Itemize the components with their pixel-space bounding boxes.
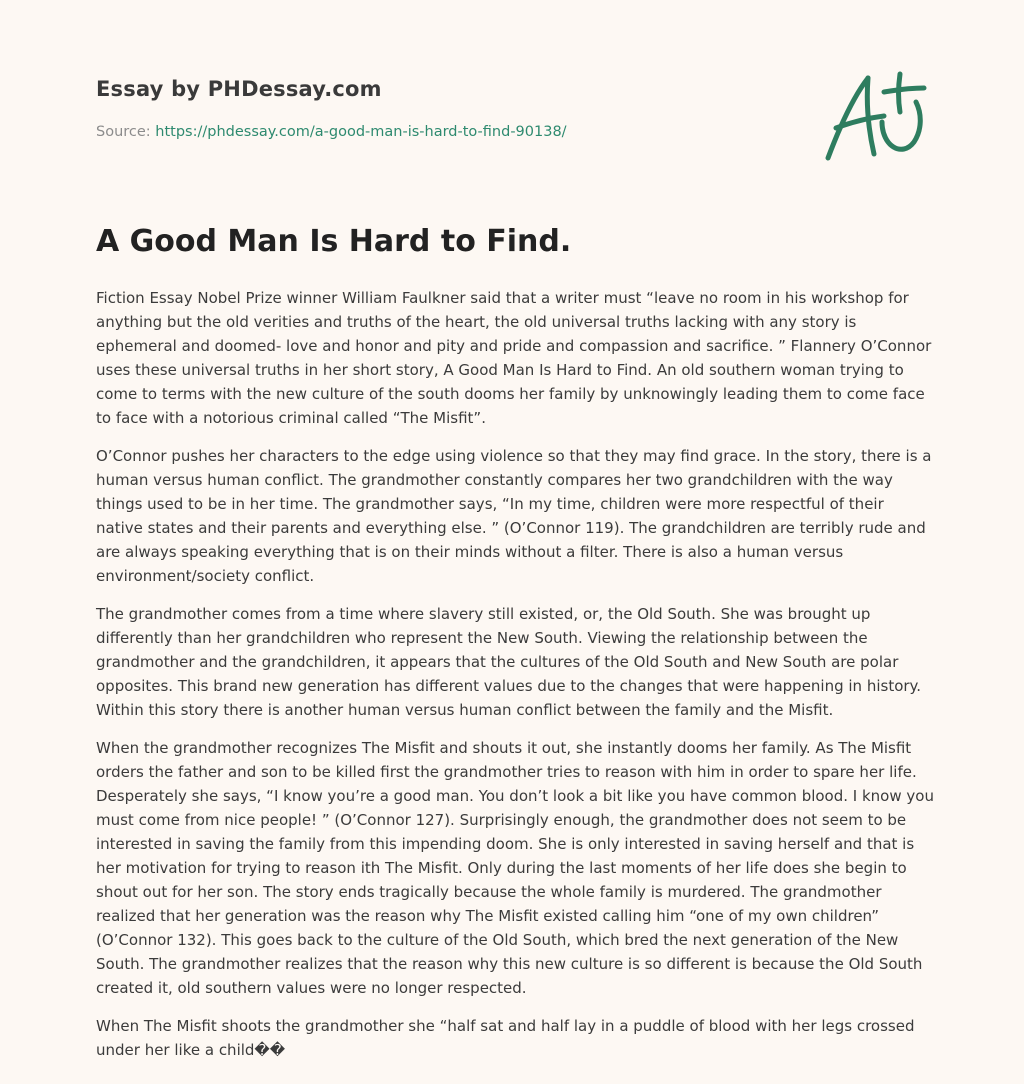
source-line — [96, 124, 567, 140]
paragraph: When the grandmother recognizes The Misfit and shouts it out, she instantly dooms her family. As The Misfit orders the father and son to be killed first the grandmother tries to reason with him in order to spare her life. Desperately she says, “I know you’re a good man. You don’t look a bit like you have common blood. I know you must come from nice people! ” (O’Connor 127). Surprisingly enough, the grandmother does not seem to be interested in saving the family from this impending doom. She is only interested in saving herself and that is her motivation for trying to reason ith The Misfit. Only during the last moments of her life does she begin to shout out for her son. The story ends tragically because the whole family is murdered. The grandmother realized that her generation was the reason why The Misfit existed calling him “one of my own children” (O’Connor 132). This goes back to the culture of the Old South, which bred the next generation of the New South. The grandmother realizes that the reason why this new culture is so different is because the Old South created it, old southern values were no longer respected. — [96, 739, 934, 997]
brand-title: Essay by PHDessay.com — [96, 77, 382, 101]
article-title: A Good Man Is Hard to Find. — [96, 224, 572, 259]
paragraph: Fiction Essay Nobel Prize winner William Faulkner said that a writer must “leave no room in his workshop for anything but the old verities and truths of the heart, the old universal truths lacking with any story is ephemeral and doomed- love and honor and pity and pride and compassion and sacrifice. ” Flannery O’Connor uses these universal truths in her short story, A Good Man Is Hard to Find. An old southern woman trying to come to terms with the new culture of the south dooms her family by unknowingly leading them to come face to face with a notorious criminal called “The Misfit”. — [96, 289, 932, 427]
paragraph: When The Misfit shoots the grandmother she “half sat and half lay in a puddle of blood with her legs crossed under her like a child�� — [96, 1017, 915, 1059]
source-label: Source: — [96, 124, 151, 140]
a-plus-logo-icon — [818, 66, 930, 166]
article-body — [96, 286, 934, 1076]
source-link[interactable]: https://phdessay.com/a-good-man-is-hard-to-find-90138/ — [155, 124, 567, 140]
paragraph: O’Connor pushes her characters to the edge using violence so that they may find grace. In the story, there is a human versus human conflict. The grandmother constantly compares her two grandchildren with the way things used to be in her time. The grandmother says, “In my time, children were more respectful of their native states and their parents and everything else. ” (O’Connor 119). The grandchildren are terribly rude and are always speaking everything that is on their minds without a filter. There is also a human versus environment/society conflict. — [96, 447, 932, 585]
paragraph: The grandmother comes from a time where slavery still existed, or, the Old South. She was brought up differently than her grandchildren who represent the New South. Viewing the relationship between the grandmother and the grandchildren, it appears that the cultures of the Old South and New South are polar opposites. This brand new generation has different values due to the changes that were happening in history. Within this story there is another human versus human conflict between the family and the Misfit. — [96, 605, 922, 719]
